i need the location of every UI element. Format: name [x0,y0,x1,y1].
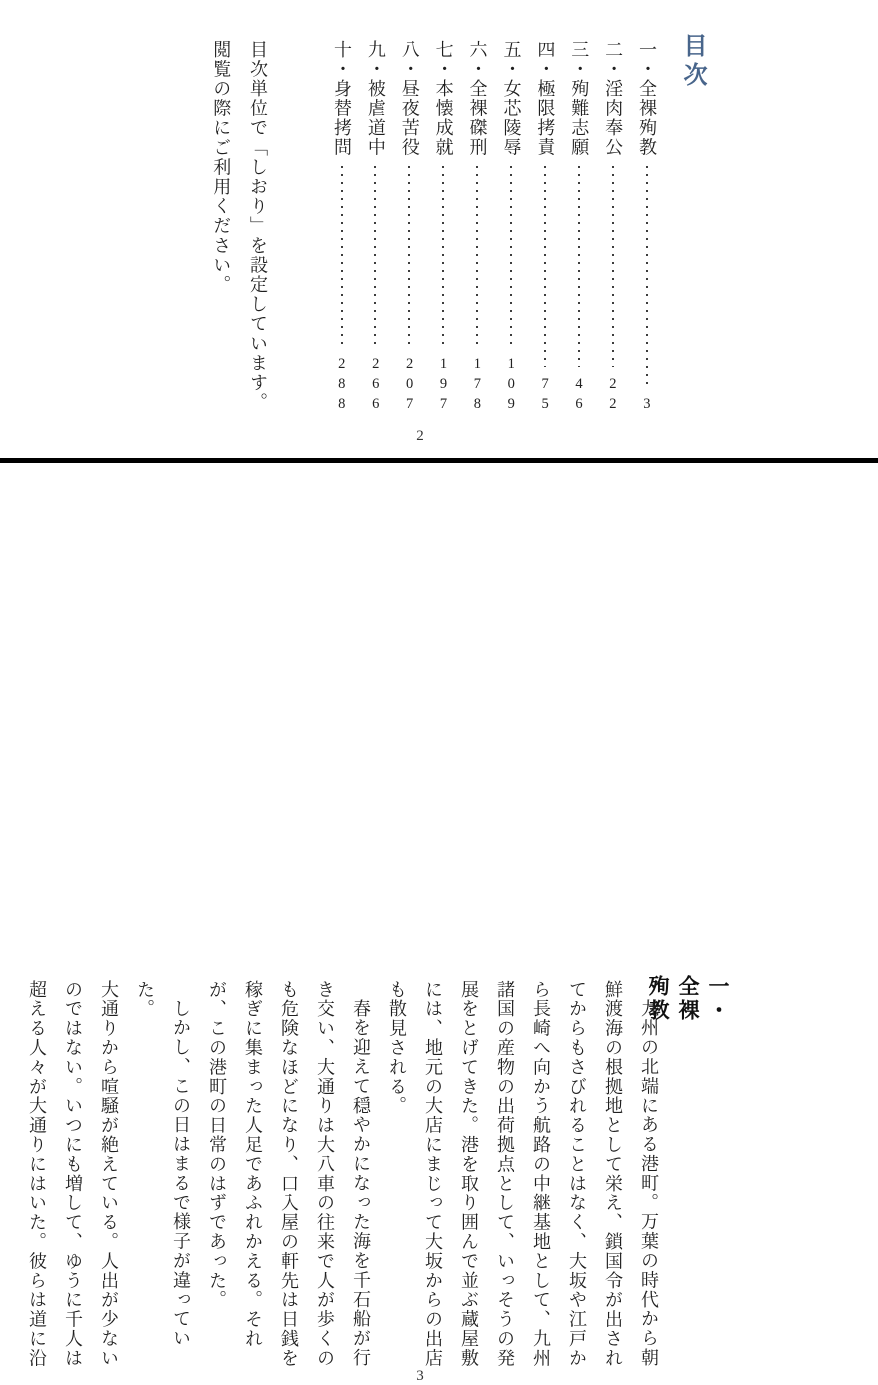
toc-leader-dots [510,166,512,347]
toc-leader-dots [578,166,580,367]
toc-item-label: 五・女芯陵辱 [501,40,522,157]
toc-item-label: 十・身替拷問 [331,40,352,157]
chapter-body-text [19,980,667,1372]
page-number-chapter: 3 [416,1368,424,1384]
toc-item-label: 八・昼夜苦役 [399,40,420,157]
toc-item-page: 197 [435,356,452,416]
toc-item-page: 288 [333,356,350,416]
toc-item-page: 46 [571,376,588,416]
chapter-page [0,463,878,1384]
toc-item[interactable] [468,40,487,416]
toc-item-page: 75 [537,376,554,416]
chapter-paragraph-4: 大通りから喧騒が絶えている。人出が少ないのではない。いつにも増して、ゆうに千人は超える人々が大通りにはいた。彼らは道に沿 [27,980,119,1368]
toc-leader-dots [544,166,546,367]
toc-item[interactable] [366,40,385,416]
toc-item-label: 一・全裸殉教 [637,40,657,157]
toc-note-line-2: 閲覧の際にご利用ください。 [211,40,232,295]
toc-item-label: 二・淫肉奉公 [603,40,624,157]
chapter-paragraph-1: 九州の北端にある港町。万葉の時代から朝鮮渡海の根拠地として栄え、鎖国令が出されてからもさびれることはなく、大坂や江戸から長崎へ向かう航路の中継基地として、九州諸国の産物の出荷拠点として、いっそうの発展をとげてきた。港を取り囲んで並ぶ蔵屋敷には、地元の大店にまじって大坂からの出店も散見される。 [387,980,659,1368]
toc-item-page: 207 [401,356,418,416]
toc-item[interactable] [502,40,521,416]
toc-item-page: 22 [604,376,621,416]
toc-item[interactable] [400,40,419,416]
toc-item[interactable] [332,40,351,416]
toc-notes [193,40,267,412]
toc-item[interactable] [569,40,588,416]
toc-item-label: 七・本懐成就 [433,40,454,157]
chapter-paragraph-2: 春を迎えて穏やかになった海を千石船が行き交い、大通りは大八車の往来で人が歩くのも危険なほどになり、口入屋の軒先は日銭を稼ぎに集まった人足であふれかえる。それが、この港町の日常のはずであった。 [207,980,371,1368]
toc-leader-dots [476,166,478,347]
toc-item-label: 四・極限拷責 [535,40,556,157]
toc-leader-dots [374,166,376,347]
toc-list [317,40,656,416]
toc-item[interactable] [637,40,656,416]
toc-item-page: 3 [638,396,655,416]
chapter-paragraph-3: しかし、この日はまるで様子が違っていた。 [135,980,191,1349]
toc-item-label: 九・被虐道中 [365,40,386,157]
toc-item-label: 三・殉難志願 [569,40,590,157]
toc-title: 目次 [679,33,706,91]
toc-item[interactable] [434,40,453,416]
toc-leader-dots [646,166,648,387]
toc-leader-dots [442,166,444,347]
toc-item[interactable] [535,40,554,416]
toc-note-line-1: 目次単位で「しおり」を設定しています。 [248,40,268,413]
toc-leader-dots [408,166,410,347]
toc-item[interactable] [603,40,622,416]
toc-leader-dots [341,166,343,347]
toc-item-page: 109 [503,356,520,416]
toc-item-label: 六・全裸磔刑 [467,40,488,157]
toc-item-page: 266 [367,356,384,416]
toc-page [0,0,878,458]
chapter-title: 一・全裸殉教 [646,975,729,1023]
toc-item-page: 178 [469,356,486,416]
toc-leader-dots [612,166,614,367]
page-number-toc: 2 [416,428,424,444]
